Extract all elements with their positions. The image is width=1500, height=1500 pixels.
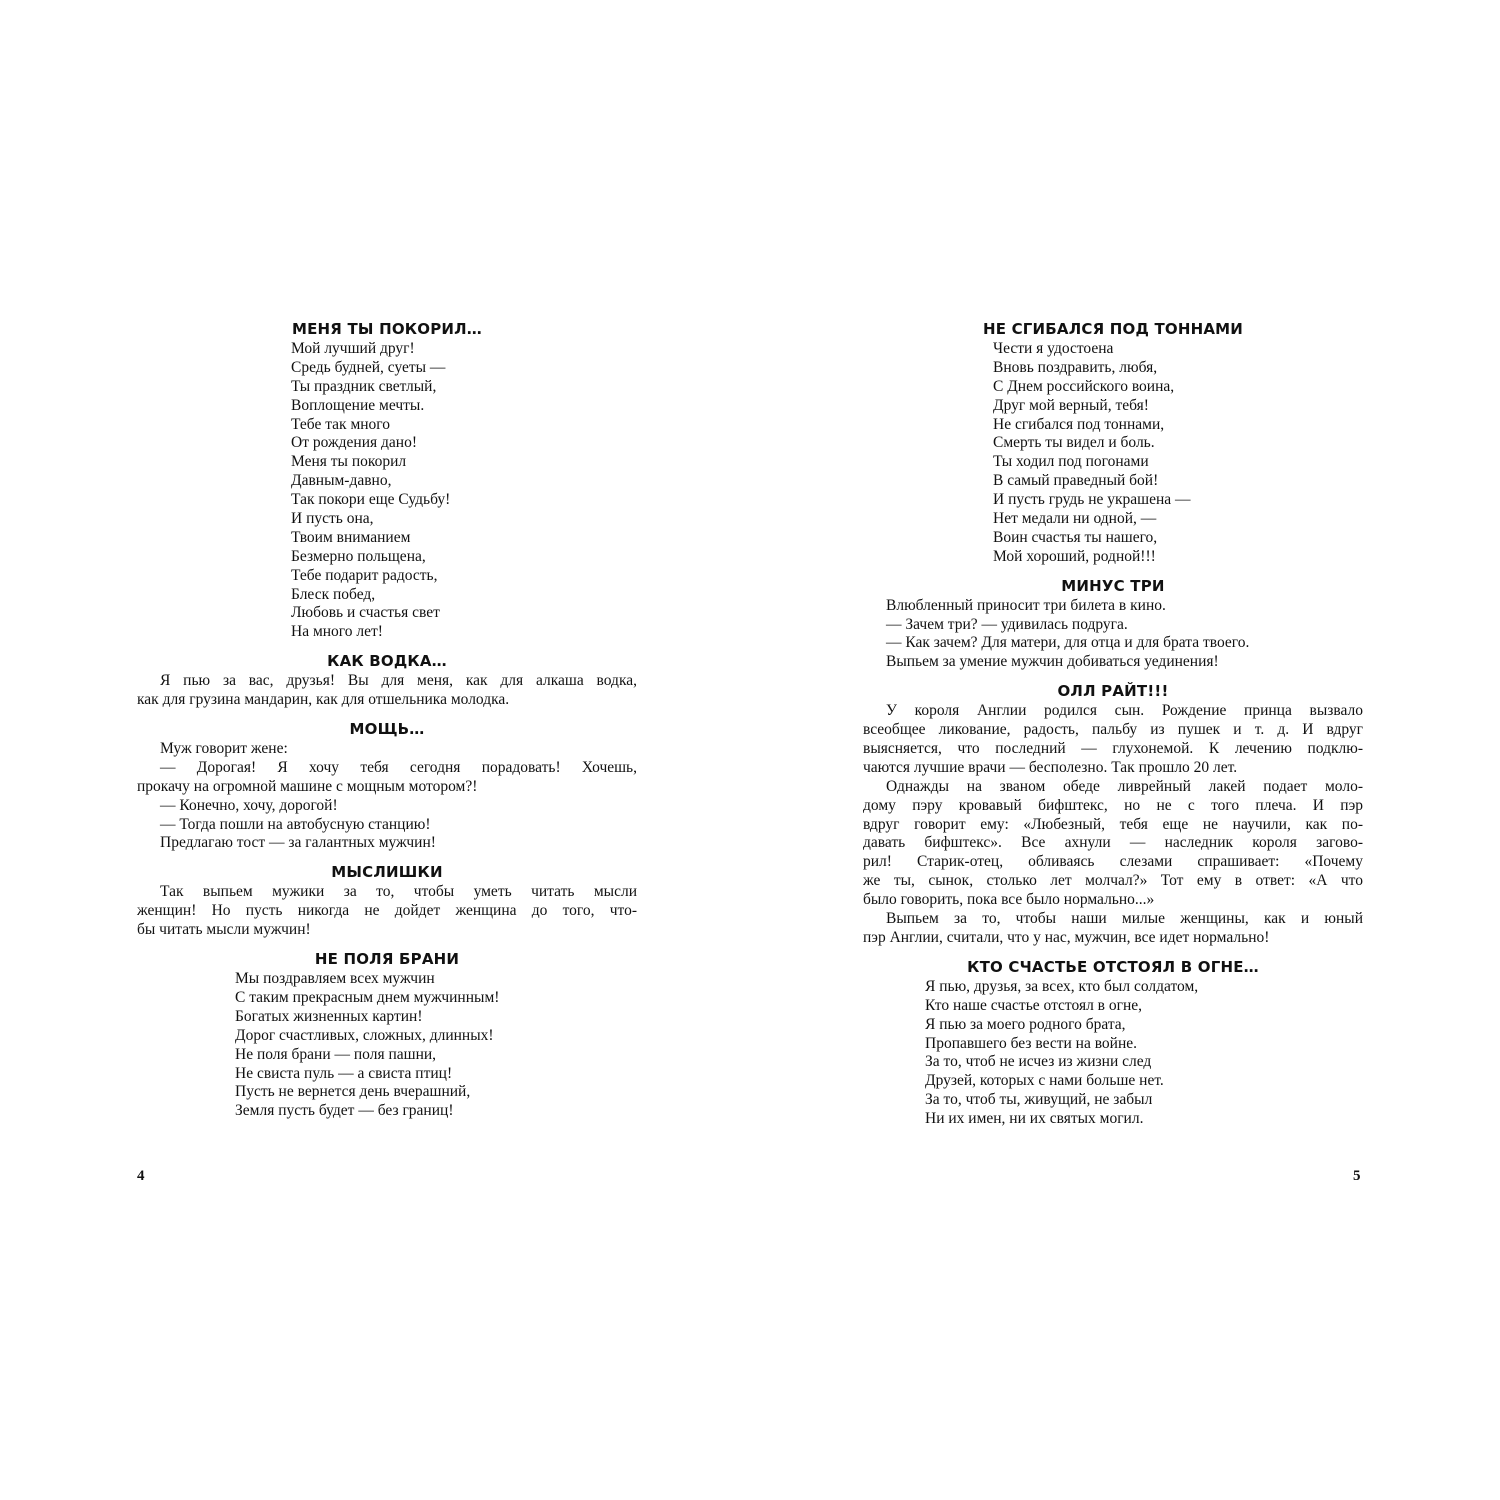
right-page xyxy=(863,318,1363,1137)
toast-section xyxy=(137,861,637,940)
section-title: КАК ВОДКА… xyxy=(327,652,447,671)
poem-line: Мой хороший, родной!!! xyxy=(993,547,1156,565)
paragraph-line: Я пью за вас, друзья! Вы для меня, как для алкаша водка, xyxy=(160,672,637,690)
paragraph-line: рил! Старик-отец, обливаясь слезами спрашивает: «Почему xyxy=(863,853,1363,871)
paragraph-line: женщин! Но пусть никогда не дойдет женщина до того, что- xyxy=(137,902,637,920)
paragraph-line: Выпьем за умение мужчин добиваться уединения! xyxy=(886,653,1219,671)
poem-line: Мы поздравляем всех мужчин xyxy=(235,970,435,988)
poem-line: Ни их имен, ни их святых могил. xyxy=(925,1110,1144,1128)
poem-line: Воин счастья ты нашего, xyxy=(993,528,1158,546)
paragraph-line: пэр Англии, считали, что у нас, мужчин, все идет нормально! xyxy=(863,928,1270,946)
poem-line: Блеск побед, xyxy=(291,585,376,603)
poem-block xyxy=(137,970,637,1121)
poem-line: Давным-давно, xyxy=(291,472,392,490)
prose-block xyxy=(863,702,1363,948)
paragraph-line: вдруг говорит ему: «Любезный, тебя еще не научили, как по- xyxy=(863,815,1363,833)
paragraph-line: Муж говорит жене: xyxy=(160,740,288,758)
paragraph-line: — Тогда пошли на автобусную станцию! xyxy=(160,815,431,833)
paragraph-line: выясняется, что последний — глухонемой. К лечению подклю- xyxy=(863,740,1363,758)
paragraph-line: дому пэру кровавый бифштекс, но не с того плеча. И пэр xyxy=(863,796,1363,814)
poem-block xyxy=(863,340,1363,567)
toast-section xyxy=(137,318,637,642)
poem-line: Я пью, друзья, за всех, кто был солдатом, xyxy=(925,977,1199,995)
poem-line: И пусть она, xyxy=(291,510,374,528)
paragraph-line: У короля Англии родился сын. Рождение принца вызвало xyxy=(886,702,1363,720)
prose-block xyxy=(137,740,637,853)
paragraph-line: — Зачем три? — удивилась подруга. xyxy=(886,615,1128,633)
poem-line: Безмерно польщена, xyxy=(291,547,426,565)
poem-line: Не поля брани — поля пашни, xyxy=(235,1045,437,1063)
paragraph-line: Так выпьем мужики за то, чтобы уметь читать мысли xyxy=(160,883,637,901)
paragraph-line: всеобщее ликование, радость, пальбу из пушек и т. д. И вдруг xyxy=(863,721,1363,739)
paragraph-line: же ты, сынок, столько лет молчал?» Тот ему в ответ: «А что xyxy=(863,872,1363,890)
page-number-right: 5 xyxy=(1353,1168,1361,1184)
poem-line: Не свиста пуль — а свиста птиц! xyxy=(235,1064,453,1082)
left-page xyxy=(137,318,637,1129)
poem-line: Я пью за моего родного брата, xyxy=(925,1015,1126,1033)
poem-line: Вновь поздравить, любя, xyxy=(993,358,1158,376)
paragraph-line: Влюбленный приносит три билета в кино. xyxy=(886,596,1166,614)
poem-line: За то, чтоб не исчез из жизни след xyxy=(925,1053,1152,1071)
poem-line: Любовь и счастья свет xyxy=(291,604,440,622)
section-title: МЕНЯ ТЫ ПОКОРИЛ… xyxy=(291,320,483,338)
toast-section xyxy=(137,650,637,710)
paragraph-line: бы читать мысли мужчин! xyxy=(137,921,311,939)
poem-line: Мой лучший друг! xyxy=(291,340,415,357)
section-title: НЕ ПОЛЯ БРАНИ xyxy=(314,950,460,969)
section-title: МИНУС ТРИ xyxy=(1061,576,1165,595)
poem-line: Ты ходил под погонами xyxy=(993,453,1149,471)
toast-section xyxy=(137,948,637,1121)
poem-line: Земля пусть будет — без границ! xyxy=(235,1102,454,1120)
paragraph-line: было говорить, пока все было нормально...» xyxy=(863,891,1155,909)
section-title: ОЛЛ РАЙТ!!! xyxy=(1057,682,1169,701)
poem-line: Так покори еще Судьбу! xyxy=(291,491,451,509)
poem-line: Твоим вниманием xyxy=(291,528,411,546)
poem-line: На много лет! xyxy=(291,623,383,641)
poem-block xyxy=(863,978,1363,1129)
paragraph-line: Однажды на званом обеде ливрейный лакей подает моло- xyxy=(886,777,1363,795)
toast-section xyxy=(863,318,1363,567)
paragraph-line: — Дорогая! Я хочу тебя сегодня порадовать! Хочешь, xyxy=(160,758,637,776)
poem-line: Пусть не вернется день вчерашний, xyxy=(235,1083,471,1101)
poem-line: Кто наше счастье отстоял в огне, xyxy=(925,996,1143,1014)
poem-line: С таким прекрасным днем мужчинным! xyxy=(235,988,500,1006)
poem-line: Не сгибался под тоннами, xyxy=(993,415,1165,433)
toast-section xyxy=(137,718,637,853)
poem-line: Пропавшего без вести на войне. xyxy=(925,1034,1138,1052)
prose-block xyxy=(137,883,637,940)
poem-line: Чести я удостоена xyxy=(993,340,1114,357)
section-title: КТО СЧАСТЬЕ ОТСТОЯЛ В ОГНЕ… xyxy=(967,957,1259,976)
paragraph-line: прокачу на огромной машине с мощным мотором?! xyxy=(137,777,478,795)
poem-line: От рождения дано! xyxy=(291,434,417,452)
poem-line: Дорог счастливых, сложных, длинных! xyxy=(235,1026,494,1044)
paragraph-line: как для грузина мандарин, как для отшельника молодка. xyxy=(137,691,510,709)
section-title: НЕ СГИБАЛСЯ ПОД ТОННАМИ xyxy=(982,320,1244,338)
section-title: МОЩЬ… xyxy=(349,720,425,739)
paragraph-line: Предлагаю тост — за галантных мужчин! xyxy=(160,834,436,852)
poem-line: Средь будней, суеты — xyxy=(291,358,446,376)
poem-line: Тебе подарит радость, xyxy=(291,566,438,584)
poem-line: Друзей, которых с нами больше нет. xyxy=(925,1072,1164,1090)
poem-line: Воплощение мечты. xyxy=(291,396,425,414)
paragraph-line: чаются лучшие врачи — бесполезно. Так прошло 20 лет. xyxy=(863,758,1238,776)
prose-block xyxy=(137,672,637,710)
poem-line: С Днем российского воина, xyxy=(993,377,1175,395)
paragraph-line: — Конечно, хочу, дорогой! xyxy=(160,796,338,814)
poem-line: Ты праздник светлый, xyxy=(291,377,437,395)
toast-section xyxy=(863,680,1363,948)
paragraph-line: давать бифштекс». Все ахнули — наследник короля загово- xyxy=(863,834,1363,852)
section-title: МЫСЛИШКИ xyxy=(331,863,443,882)
poem-line: Нет медали ни одной, — xyxy=(993,510,1157,528)
poem-line: За то, чтоб ты, живущий, не забыл xyxy=(925,1091,1153,1109)
poem-line: Богатых жизненных картин! xyxy=(235,1007,423,1025)
poem-line: Смерть ты видел и боль. xyxy=(993,434,1155,452)
poem-block xyxy=(137,340,637,642)
toast-section xyxy=(863,575,1363,673)
prose-block xyxy=(863,597,1363,673)
poem-line: В самый праведный бой! xyxy=(993,472,1159,490)
page-number-left: 4 xyxy=(137,1168,145,1184)
paragraph-line: — Как зачем? Для матери, для отца и для брата твоего. xyxy=(886,634,1250,652)
poem-line: Меня ты покорил xyxy=(291,453,407,471)
poem-line: Тебе так много xyxy=(291,415,391,433)
paragraph-line: Выпьем за то, чтобы наши милые женщины, как и юный xyxy=(886,910,1363,928)
toast-section xyxy=(863,956,1363,1129)
poem-line: Друг мой верный, тебя! xyxy=(993,396,1149,414)
poem-line: И пусть грудь не украшена — xyxy=(993,491,1191,509)
